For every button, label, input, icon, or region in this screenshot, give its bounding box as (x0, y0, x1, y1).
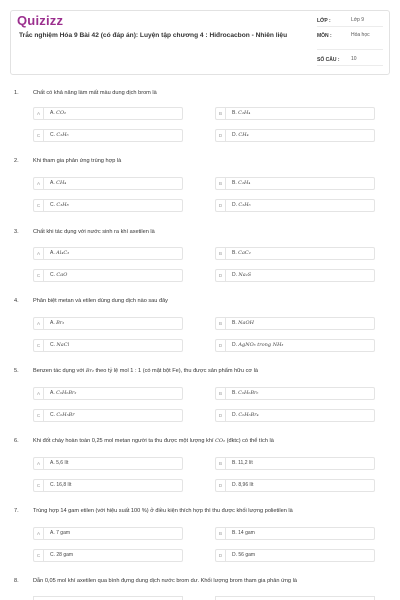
option-letter: D (216, 200, 226, 211)
option-text: C. C₆H₅Br (50, 412, 75, 418)
option-d[interactable] (215, 129, 375, 142)
option-text: A. CH₄ (50, 180, 67, 186)
header-box (10, 10, 390, 75)
option-d[interactable] (215, 339, 375, 352)
option-b[interactable] (215, 527, 375, 540)
option-letter: A (34, 388, 44, 399)
option-a-partial[interactable] (33, 596, 183, 600)
option-text: D. C₆H₆Br₄ (232, 412, 259, 418)
question-text: Chất khi tác dụng với nước sinh ra khí axetilen là (33, 229, 155, 235)
option-c[interactable] (33, 199, 183, 212)
option-text: B. 14 gam (232, 530, 255, 536)
option-text: D. C₂H₆ (232, 202, 251, 208)
option-letter: D (216, 410, 226, 421)
divider (317, 26, 383, 27)
option-c[interactable] (33, 479, 183, 492)
option-b[interactable] (215, 457, 375, 470)
count-value: 10 (351, 56, 357, 62)
option-d[interactable] (215, 269, 375, 282)
option-a[interactable] (33, 317, 183, 330)
option-letter: D (216, 480, 226, 491)
question-number: 5. (14, 368, 19, 374)
question-number: 8. (14, 578, 19, 584)
page-title: Trắc nghiệm Hóa 9 Bài 42 (có đáp án): Luyện tập chương 4 : Hiđrocacbon - Nhiên liệu (19, 32, 288, 39)
option-letter: C (34, 270, 44, 281)
option-letter: B (216, 388, 226, 399)
question-text: Trùng hợp 14 gam etilen (với hiệu suất 100 %) ở điều kiện thích hợp thì thu được khối lượng polietilen là (33, 508, 293, 514)
option-d[interactable] (215, 549, 375, 562)
option-d[interactable] (215, 479, 375, 492)
option-text: C. CaO (50, 272, 68, 278)
option-a[interactable] (33, 247, 183, 260)
option-text: D. 8,96 lít (232, 482, 254, 488)
count-label: SỐ CÂU : (317, 57, 340, 63)
quizizz-logo: Quizizz (17, 13, 64, 28)
option-letter: C (34, 550, 44, 561)
option-text: D. CH₄ (232, 132, 249, 138)
option-text: B. CaC₂ (232, 250, 251, 256)
option-text: B. C₂H₄ (232, 180, 251, 186)
question-text: Khi tham gia phản ứng trùng hợp là (33, 158, 122, 164)
option-b[interactable] (215, 177, 375, 190)
option-text: A. CO₂ (50, 110, 67, 116)
option-letter: D (216, 130, 226, 141)
option-b[interactable] (215, 247, 375, 260)
option-letter: C (34, 130, 44, 141)
divider (317, 49, 383, 50)
option-text: A. C₆H₆Br₂ (50, 390, 77, 396)
divider (317, 65, 383, 66)
option-letter: A (34, 318, 44, 329)
option-text: C. 28 gam (50, 552, 74, 558)
question-text: Dẫn 0,05 mol khí axetilen qua bình đựng dung dịch nước brom dư. Khối lượng brom tham gia phản ứng là (33, 578, 297, 584)
option-c[interactable] (33, 409, 183, 422)
option-d[interactable] (215, 409, 375, 422)
option-a[interactable] (33, 457, 183, 470)
question-number: 7. (14, 508, 19, 514)
option-text: C. NaCl (50, 342, 70, 348)
question-text: Benzen tác dụng với Br₂ theo tỷ lệ mol 1 : 1 (có mặt bột Fe), thu được sản phẩm hữu cơ là (33, 368, 258, 374)
question-text: Phân biệt metan và etilen dùng dung dịch nào sau đây (33, 298, 168, 304)
question-number: 3. (14, 229, 19, 235)
option-c[interactable] (33, 129, 183, 142)
option-letter: D (216, 550, 226, 561)
option-letter: A (34, 458, 44, 469)
subject-label: MÔN : (317, 33, 332, 39)
option-text: C. C₃H₈ (50, 202, 69, 208)
option-a[interactable] (33, 107, 183, 120)
question-number: 2. (14, 158, 19, 164)
option-text: A. Al₄C₃ (50, 250, 70, 256)
option-text: D. 56 gam (232, 552, 256, 558)
option-letter: B (216, 248, 226, 259)
class-value: Lớp 9 (351, 17, 365, 23)
option-b-partial[interactable] (215, 596, 375, 600)
option-c[interactable] (33, 269, 183, 282)
question-text: Khi đốt cháy hoàn toàn 0,25 mol metan người ta thu được một lượng khí CO₂ (đktc) có thể tích là (33, 438, 274, 444)
option-b[interactable] (215, 387, 375, 400)
option-text: C. 16,8 lít (50, 482, 72, 488)
option-text: B. C₂H₄ (232, 110, 251, 116)
option-letter: C (34, 200, 44, 211)
option-letter: A (34, 248, 44, 259)
option-text: A. Br₂ (50, 320, 65, 326)
option-letter: D (216, 340, 226, 351)
question-number: 6. (14, 438, 19, 444)
option-text: A. 7 gam (50, 530, 71, 536)
question-text: Chất có khả năng làm mất màu dung dịch brom là (33, 90, 157, 96)
question-number: 1. (14, 90, 19, 96)
option-c[interactable] (33, 339, 183, 352)
option-a[interactable] (33, 527, 183, 540)
option-letter: C (34, 410, 44, 421)
option-text: A. 5,6 lít (50, 460, 69, 466)
option-a[interactable] (33, 387, 183, 400)
option-letter: C (34, 340, 44, 351)
option-letter: B (216, 458, 226, 469)
option-d[interactable] (215, 199, 375, 212)
option-letter: A (34, 178, 44, 189)
option-letter: D (216, 270, 226, 281)
option-text: B. C₆H₆Br₆ (232, 390, 259, 396)
option-text: B. 11,2 lít (232, 460, 253, 466)
option-letter: C (34, 480, 44, 491)
class-label: LỚP : (317, 18, 331, 24)
option-text: D. Na₂S (232, 272, 252, 278)
question-number: 4. (14, 298, 19, 304)
option-letter: A (34, 108, 44, 119)
option-letter: A (34, 528, 44, 539)
subject-value: Hóa học (351, 32, 370, 38)
option-b[interactable] (215, 317, 375, 330)
option-letter: B (216, 108, 226, 119)
option-c[interactable] (33, 549, 183, 562)
option-letter: B (216, 178, 226, 189)
option-letter: B (216, 528, 226, 539)
option-a[interactable] (33, 177, 183, 190)
option-text: C. C₂H₆ (50, 132, 69, 138)
option-letter: B (216, 318, 226, 329)
option-b[interactable] (215, 107, 375, 120)
option-text: D. AgNO₃ trong NH₃ (232, 342, 284, 348)
option-text: B. NaOH (232, 320, 254, 326)
